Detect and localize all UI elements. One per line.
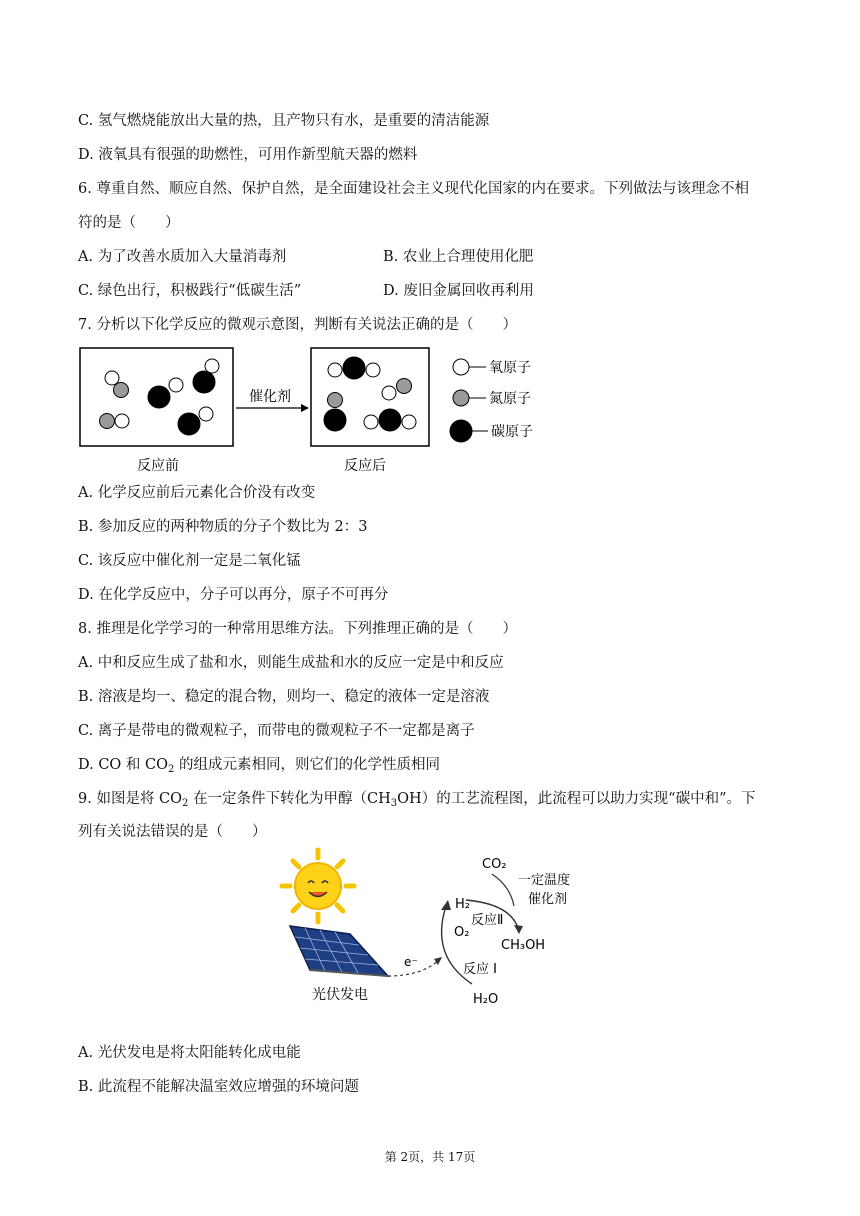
- legend-nitrogen-swatch: [453, 390, 469, 406]
- legend-carbon-swatch: [450, 420, 472, 442]
- pv-label: 光伏发电: [312, 987, 368, 1003]
- carbon-atom: [178, 413, 200, 435]
- question-9-stem: 9. 如图是将 $CO_2$ 在一定条件下转化为甲醇$(CH_3OH)$的工艺流程图，此流程可以助力实现“碳中和”。下: [78, 791, 756, 809]
- carbon-atom: [343, 357, 365, 379]
- question-7-option-b: B. 参加反应的两种物质的分子个数比为 2：3: [78, 519, 368, 535]
- oxygen-atom: [364, 415, 378, 429]
- question-6-stem-cont: 符的是（ ）: [78, 215, 180, 231]
- question-8-option-d: D. CO 和 $CO_2$ 的组成元素相同，则它们的化学性质相同: [78, 757, 440, 775]
- line-q5-option-c: C. 氢气燃烧能放出大量的热，且产物只有水，是重要的清洁能源: [78, 113, 490, 129]
- condition-temp-label: 一定温度: [518, 873, 571, 888]
- nitrogen-atom: [328, 393, 343, 408]
- legend-oxygen-swatch: [453, 359, 469, 375]
- question-6-option-c: C. 绿色出行，积极践行“低碳生活”: [78, 283, 302, 299]
- legend: [450, 359, 488, 442]
- reaction-2-label: 反应Ⅱ: [471, 913, 504, 928]
- oxygen-atom: [366, 363, 380, 377]
- legend-oxygen-label: 氧原子: [489, 360, 531, 376]
- question-9-option-b: B. 此流程不能解决温室效应增强的环境问题: [78, 1079, 359, 1095]
- oxygen-atom: [382, 386, 396, 400]
- nitrogen-atom: [100, 414, 115, 429]
- legend-carbon-label: 碳原子: [491, 424, 533, 440]
- question-6-option-b: B. 农业上合理使用化肥: [383, 249, 534, 265]
- carbon-atom: [148, 386, 170, 408]
- co2-arrow: [492, 874, 514, 906]
- oxygen-atom: [169, 378, 183, 392]
- carbon-atom: [379, 409, 401, 431]
- condition-catalyst-label: 催化剂: [528, 892, 568, 907]
- after-label: 反应后: [344, 458, 386, 474]
- question-7-stem: 7. 分析以下化学反应的微观示意图，判断有关说法正确的是（ ）: [78, 317, 517, 333]
- question-9-stem-cont: 列有关说法错误的是（ ）: [78, 824, 267, 840]
- electron-label: e⁻: [404, 955, 418, 969]
- nitrogen-atom: [114, 383, 129, 398]
- oxygen-atom: [328, 363, 342, 377]
- legend-nitrogen-label: 氮原子: [489, 391, 531, 407]
- oxygen-atom: [115, 414, 129, 428]
- question-6-option-a: A. 为了改善水质加入大量消毒剂: [78, 249, 287, 265]
- oxygen-atom: [205, 359, 219, 373]
- carbon-atom: [193, 371, 215, 393]
- question-7-option-c: C. 该反应中催化剂一定是二氧化锰: [78, 553, 301, 569]
- reaction-micro-diagram: [78, 344, 548, 478]
- oxygen-atom: [105, 371, 119, 385]
- question-8-option-c: C. 离子是带电的微观粒子，而带电的微观粒子不一定都是离子: [78, 723, 475, 739]
- oxygen-atom: [199, 407, 213, 421]
- question-7-option-d: D. 在化学反应中，分子可以再分，原子不可再分: [78, 587, 389, 603]
- h2-label: H₂: [455, 897, 470, 912]
- sun-icon: [282, 850, 354, 922]
- question-8-option-a: A. 中和反应生成了盐和水，则能生成盐和水的反应一定是中和反应: [78, 655, 504, 671]
- question-8-stem: 8. 推理是化学学习的一种常用思维方法。下列推理正确的是（ ）: [78, 621, 517, 637]
- catalyst-label: 催化剂: [249, 389, 291, 405]
- line-q5-option-d: D. 液氧具有很强的助燃性，可用作新型航天器的燃料: [78, 147, 418, 163]
- nitrogen-atom: [397, 379, 412, 394]
- before-label: 反应前: [137, 458, 179, 474]
- o2-label: O₂: [454, 925, 470, 940]
- solar-panel-icon: [290, 926, 388, 976]
- process-flow-diagram: [270, 846, 600, 1016]
- oxygen-atom: [402, 415, 416, 429]
- question-6-option-d: D. 废旧金属回收再利用: [383, 283, 534, 299]
- question-8-option-b: B. 溶液是均一、稳定的混合物，则均一、稳定的液体一定是溶液: [78, 689, 490, 705]
- arrow-head: [301, 404, 309, 412]
- page-footer: 第 2页，共 17页: [384, 1150, 476, 1164]
- question-9-option-a: A. 光伏发电是将太阳能转化成电能: [78, 1045, 301, 1061]
- co2-label: CO₂: [482, 857, 507, 872]
- question-7-option-a: A. 化学反应前后元素化合价没有改变: [78, 485, 316, 501]
- h2o-label: H₂O: [473, 992, 499, 1007]
- reaction-1-label: 反应 I: [463, 962, 497, 977]
- ch3oh-label: CH₃OH: [501, 938, 546, 953]
- carbon-atom: [324, 409, 346, 431]
- question-6-stem: 6. 尊重自然、顺应自然、保护自然，是全面建设社会主义现代化国家的内在要求。下列做法与该理念不相: [78, 181, 749, 197]
